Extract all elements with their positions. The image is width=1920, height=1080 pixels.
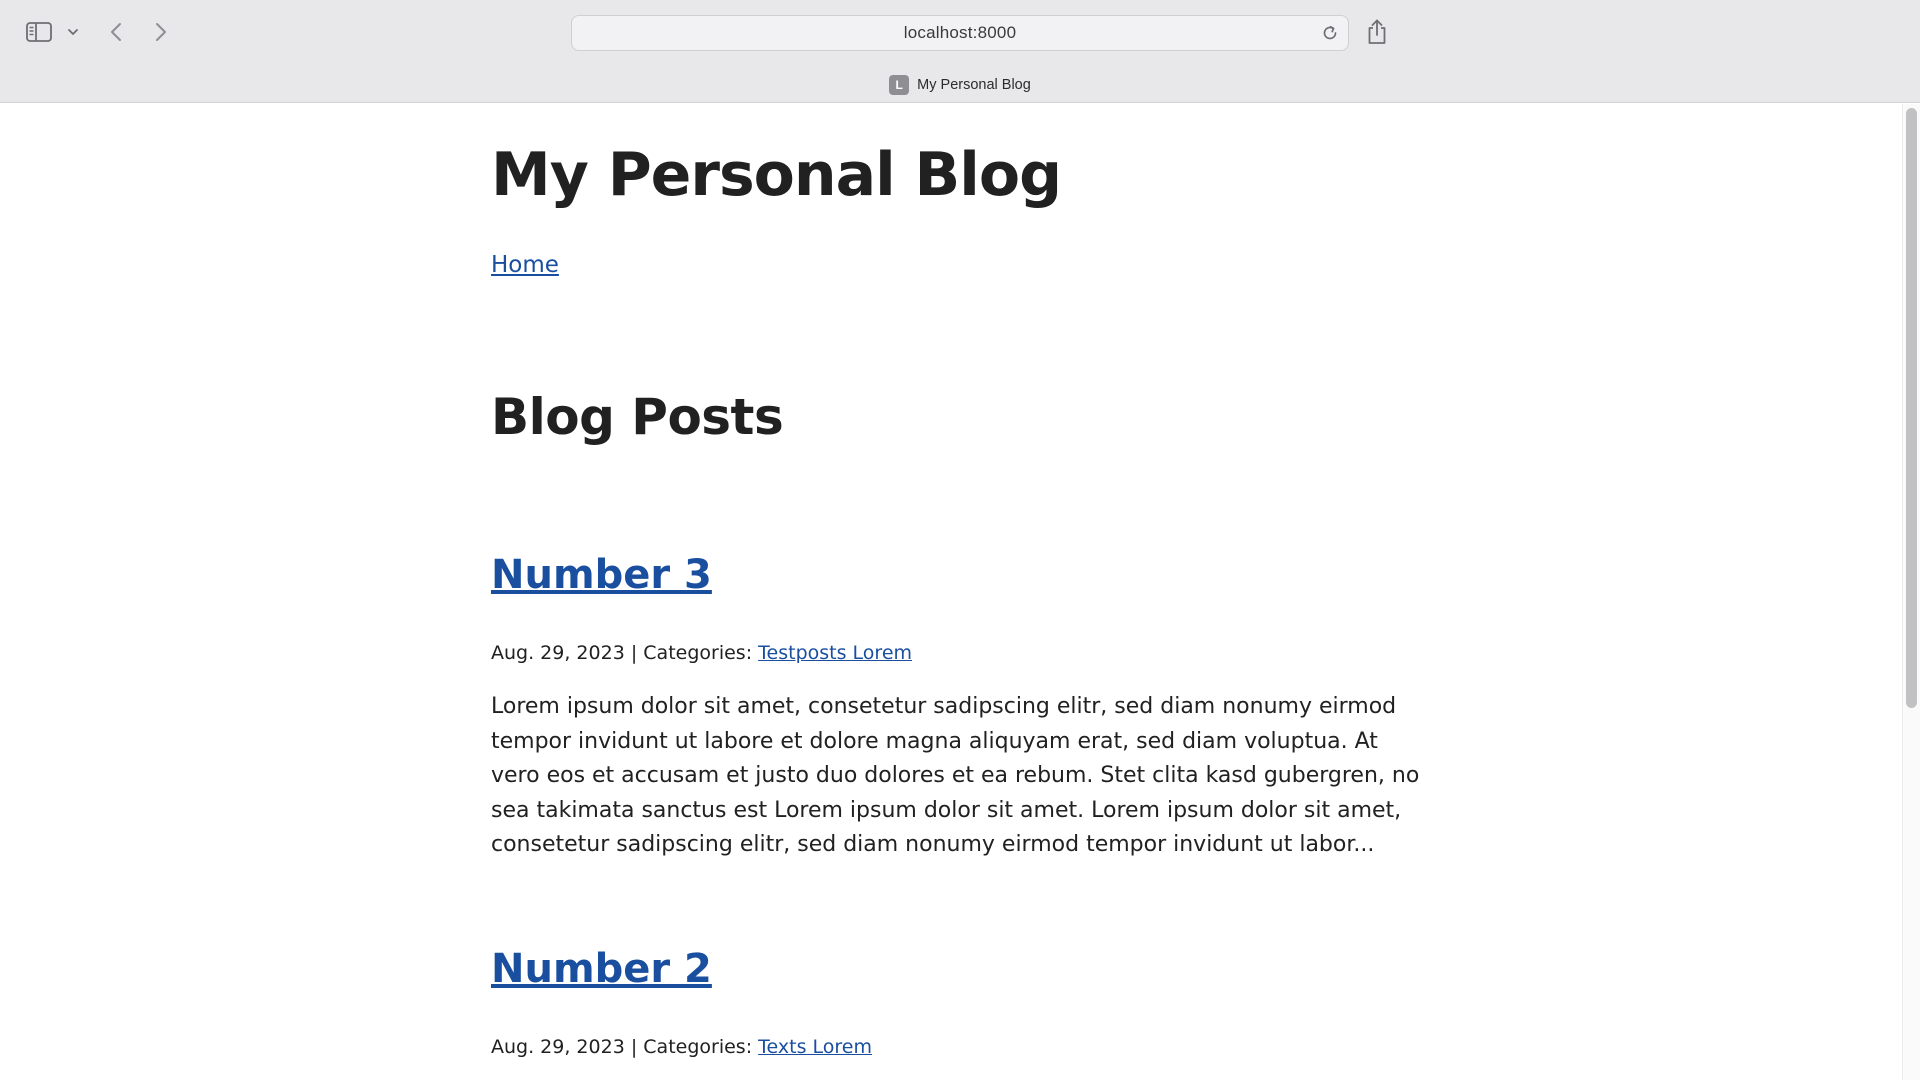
tab-title: My Personal Blog: [917, 77, 1031, 93]
reload-icon[interactable]: [1320, 23, 1340, 43]
post-category-link[interactable]: Testposts Lorem: [758, 642, 913, 664]
post-category-link[interactable]: Texts Lorem: [758, 1036, 872, 1058]
post-excerpt: Lorem ipsum dolor sit amet, consetetur sadipscing elitr, sed diam nonumy eirmod tempor invidunt ut labore et dolore magna aliquyam erat, sed diam voluptua. At vero eos et accusam et justo duo dolores et ea rebum. Stet clita kasd gubergren, no sea takimata sanctus est Lorem ipsum dolor sit amet. Lorem ipsum dolor sit amet, consetetur sadipscing elitr, sed diam nonumy eirmod tempor invidunt ut labor...: [491, 694, 1420, 857]
section-title: Blog Posts: [491, 388, 784, 446]
post-date: Aug. 29, 2023: [491, 1036, 625, 1058]
page-viewport: [0, 104, 1920, 1080]
tab-active[interactable]: [0, 70, 1920, 100]
forward-button[interactable]: [147, 18, 175, 46]
post-categories-label: | Categories:: [630, 642, 753, 664]
post-title-link[interactable]: Number 3: [491, 552, 712, 598]
scrollbar-thumb[interactable]: [1906, 108, 1917, 708]
share-icon[interactable]: [1363, 16, 1391, 48]
favicon-icon: L: [889, 75, 909, 95]
chevron-down-icon[interactable]: [64, 22, 82, 42]
sidebar-icon[interactable]: [24, 20, 54, 44]
site-title: My Personal Blog: [491, 140, 1062, 210]
post-date: Aug. 29, 2023: [491, 642, 625, 664]
post-meta: [491, 642, 912, 664]
post-title-link[interactable]: Number 2: [491, 946, 712, 992]
post-categories-label: | Categories:: [630, 1036, 753, 1058]
address-bar[interactable]: [571, 15, 1349, 51]
nav-home-link[interactable]: Home: [491, 252, 559, 278]
chevron-right-icon: [154, 21, 168, 43]
url-text: localhost:8000: [903, 23, 1017, 42]
scrollbar[interactable]: [1902, 104, 1920, 1080]
post-meta: [491, 1036, 872, 1058]
back-button[interactable]: [102, 18, 130, 46]
browser-toolbar: [0, 0, 1920, 103]
chevron-left-icon: [109, 21, 123, 43]
